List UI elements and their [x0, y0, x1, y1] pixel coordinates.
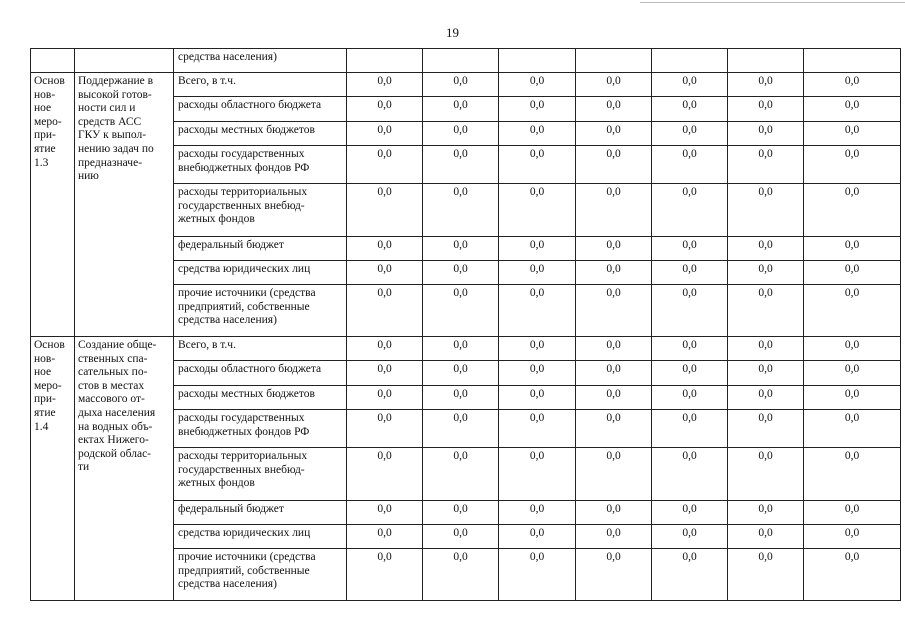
value-cell: 0,0	[652, 386, 728, 410]
value-cell: 0,0	[499, 410, 576, 448]
value-cell: 0,0	[576, 146, 652, 184]
value-cell: 0,0	[499, 549, 576, 601]
value-cell: 0,0	[804, 184, 901, 237]
value-cell: 0,0	[347, 549, 423, 601]
empty-value-cell	[347, 49, 423, 73]
funding-source-cell	[174, 237, 347, 261]
value-cell: 0,0	[423, 361, 499, 386]
value-cell: 0,0	[347, 261, 423, 285]
text-line: внебюджетных фондов РФ	[178, 161, 310, 174]
value-cell: 0,0	[804, 285, 901, 337]
value-cell: 0,0	[576, 525, 652, 549]
value-cell: 0,0	[652, 501, 728, 525]
text-line: нию	[78, 170, 99, 183]
text-line: нов-	[34, 88, 56, 101]
value-cell: 0,0	[499, 122, 576, 146]
funding-source-cell	[174, 410, 347, 448]
text-line: средства юридических лиц	[178, 263, 311, 275]
value-cell: 0,0	[347, 525, 423, 549]
table-row-continuation	[31, 49, 901, 73]
value-cell: 0,0	[728, 285, 804, 337]
value-cell: 0,0	[347, 237, 423, 261]
text-line: средства населения)	[178, 314, 277, 327]
value-cell: 0,0	[652, 184, 728, 237]
funding-source-cell	[174, 361, 347, 386]
text-line: расходы государственных	[178, 148, 305, 160]
text-line: ственных спа-	[78, 352, 148, 365]
value-cell: 0,0	[499, 146, 576, 184]
value-cell: 0,0	[423, 146, 499, 184]
empty-value-cell	[576, 49, 652, 73]
text-line: государственных внебюд-	[178, 463, 305, 476]
funding-source-cell	[174, 97, 347, 122]
value-cell: 0,0	[652, 73, 728, 97]
text-line: на водных объ-	[78, 420, 153, 433]
funding-source-cell	[174, 73, 347, 97]
text-line: ГКУ к выпол-	[78, 129, 147, 142]
table-row	[31, 337, 901, 361]
value-cell: 0,0	[423, 337, 499, 361]
funding-source-cell	[174, 261, 347, 285]
text-line: ное	[34, 102, 52, 115]
value-cell: 0,0	[652, 122, 728, 146]
value-cell: 0,0	[499, 525, 576, 549]
value-cell: 0,0	[499, 386, 576, 410]
text-line: расходы государственных	[178, 412, 305, 424]
value-cell: 0,0	[804, 410, 901, 448]
text-line: внебюджетных фондов РФ	[178, 425, 310, 438]
value-cell: 0,0	[423, 237, 499, 261]
value-cell: 0,0	[804, 146, 901, 184]
value-cell: 0,0	[728, 146, 804, 184]
funding-source-cell	[174, 184, 347, 237]
value-cell: 0,0	[728, 261, 804, 285]
value-cell: 0,0	[499, 97, 576, 122]
value-cell: 0,0	[804, 122, 901, 146]
text-line: массового от-	[78, 393, 145, 406]
text-line: 1.4	[34, 420, 49, 433]
value-cell: 0,0	[347, 337, 423, 361]
value-cell: 0,0	[728, 122, 804, 146]
value-cell: 0,0	[652, 237, 728, 261]
funding-source-cell	[174, 525, 347, 549]
value-cell: 0,0	[347, 386, 423, 410]
text-line: нению задач по	[78, 142, 154, 155]
text-line: расходы территориальных	[178, 186, 308, 198]
text-line: Основ	[34, 75, 65, 87]
value-cell: 0,0	[347, 146, 423, 184]
text-line: 1.3	[34, 156, 49, 169]
value-cell: 0,0	[499, 184, 576, 237]
value-cell: 0,0	[804, 525, 901, 549]
text-line: родской облас-	[78, 447, 151, 460]
value-cell: 0,0	[499, 237, 576, 261]
value-cell: 0,0	[728, 386, 804, 410]
empty-cell	[75, 49, 174, 73]
value-cell: 0,0	[576, 184, 652, 237]
value-cell: 0,0	[804, 361, 901, 386]
text-line: жетных фондов	[178, 213, 255, 226]
empty-value-cell	[652, 49, 728, 73]
empty-value-cell	[804, 49, 901, 73]
value-cell: 0,0	[499, 337, 576, 361]
value-cell: 0,0	[347, 122, 423, 146]
value-cell: 0,0	[347, 184, 423, 237]
text-line: ности сил и	[78, 102, 136, 115]
value-cell: 0,0	[804, 97, 901, 122]
activity-label-cell	[31, 73, 75, 337]
value-cell: 0,0	[804, 501, 901, 525]
budget-table-body	[31, 49, 901, 601]
value-cell: 0,0	[652, 285, 728, 337]
value-cell: 0,0	[347, 361, 423, 386]
value-cell: 0,0	[804, 448, 901, 501]
empty-value-cell	[728, 49, 804, 73]
text-line: прочие источники (средства	[178, 287, 316, 299]
value-cell: 0,0	[804, 261, 901, 285]
value-cell: 0,0	[804, 386, 901, 410]
text-line: ектах Нижего-	[78, 434, 149, 447]
value-cell: 0,0	[423, 410, 499, 448]
text-line: расходы территориальных	[178, 450, 308, 462]
value-cell: 0,0	[728, 501, 804, 525]
value-cell: 0,0	[347, 501, 423, 525]
value-cell: 0,0	[576, 501, 652, 525]
value-cell: 0,0	[576, 549, 652, 601]
value-cell: 0,0	[652, 337, 728, 361]
funding-source-cell	[174, 386, 347, 410]
value-cell: 0,0	[347, 97, 423, 122]
text-line: предприятий, собственные	[178, 300, 310, 313]
value-cell: 0,0	[728, 237, 804, 261]
value-cell: 0,0	[499, 361, 576, 386]
text-line: при-	[34, 129, 56, 142]
empty-cell	[31, 49, 75, 73]
value-cell: 0,0	[576, 410, 652, 448]
text-line: сательных по-	[78, 366, 148, 379]
value-cell: 0,0	[576, 97, 652, 122]
value-cell: 0,0	[652, 146, 728, 184]
value-cell: 0,0	[652, 410, 728, 448]
value-cell: 0,0	[423, 549, 499, 601]
funding-source-cell	[174, 549, 347, 601]
value-cell: 0,0	[576, 386, 652, 410]
value-cell: 0,0	[423, 184, 499, 237]
text-line: средства юридических лиц	[178, 527, 311, 539]
value-cell: 0,0	[576, 122, 652, 146]
text-line: Поддержание в	[78, 75, 154, 87]
text-line: при-	[34, 393, 56, 406]
value-cell: 0,0	[347, 73, 423, 97]
page-number: 19	[446, 25, 459, 40]
funding-source-cell	[174, 285, 347, 337]
value-cell: 0,0	[728, 184, 804, 237]
text-line: Всего, в т.ч.	[178, 339, 236, 351]
value-cell: 0,0	[728, 361, 804, 386]
value-cell: 0,0	[499, 285, 576, 337]
text-line: федеральный бюджет	[178, 239, 284, 251]
value-cell: 0,0	[576, 285, 652, 337]
value-cell: 0,0	[652, 361, 728, 386]
value-cell: 0,0	[423, 73, 499, 97]
text-line: государственных внебюд-	[178, 199, 305, 212]
text-line: средства населения)	[178, 578, 277, 591]
value-cell: 0,0	[804, 73, 901, 97]
value-cell: 0,0	[423, 501, 499, 525]
funding-source-cell	[174, 122, 347, 146]
funding-source-cell: средства населения)	[174, 49, 347, 73]
value-cell: 0,0	[423, 261, 499, 285]
scan-edge-line	[640, 2, 905, 3]
value-cell: 0,0	[728, 97, 804, 122]
value-cell: 0,0	[804, 237, 901, 261]
funding-source-cell	[174, 337, 347, 361]
value-cell: 0,0	[728, 410, 804, 448]
text-line: ное	[34, 366, 52, 379]
value-cell: 0,0	[652, 261, 728, 285]
value-cell: 0,0	[499, 501, 576, 525]
text-line: прочие источники (средства	[178, 551, 316, 563]
value-cell: 0,0	[423, 97, 499, 122]
text-line: расходы областного бюджета	[178, 363, 322, 375]
value-cell: 0,0	[652, 549, 728, 601]
text-line: жетных фондов	[178, 477, 255, 490]
text-line: Создание обще-	[78, 339, 157, 351]
value-cell: 0,0	[423, 525, 499, 549]
budget-table	[30, 48, 901, 601]
text-line: ятие	[34, 406, 56, 419]
value-cell: 0,0	[576, 337, 652, 361]
text-line: расходы местных бюджетов	[178, 124, 315, 136]
text-line: средств АСС	[78, 115, 142, 128]
value-cell: 0,0	[728, 448, 804, 501]
table-row	[31, 73, 901, 97]
activity-title-cell	[75, 337, 174, 601]
value-cell: 0,0	[728, 549, 804, 601]
empty-value-cell	[499, 49, 576, 73]
value-cell: 0,0	[576, 73, 652, 97]
value-cell: 0,0	[728, 337, 804, 361]
text-line: дыха населения	[78, 406, 156, 419]
text-line: предназначе-	[78, 156, 143, 169]
text-line: Всего, в т.ч.	[178, 75, 236, 87]
value-cell: 0,0	[804, 549, 901, 601]
value-cell: 0,0	[804, 337, 901, 361]
value-cell: 0,0	[652, 97, 728, 122]
value-cell: 0,0	[423, 386, 499, 410]
value-cell: 0,0	[423, 285, 499, 337]
text-line: ятие	[34, 142, 56, 155]
text-line: нов-	[34, 352, 56, 365]
funding-source-cell	[174, 501, 347, 525]
text-line: федеральный бюджет	[178, 503, 284, 515]
value-cell: 0,0	[652, 448, 728, 501]
empty-value-cell	[423, 49, 499, 73]
funding-source-cell	[174, 448, 347, 501]
text-line: меро-	[34, 379, 62, 392]
text-line: расходы местных бюджетов	[178, 388, 315, 400]
text-line: ти	[78, 461, 90, 474]
value-cell: 0,0	[728, 73, 804, 97]
text-line: высокой готов-	[78, 88, 152, 101]
value-cell: 0,0	[347, 448, 423, 501]
value-cell: 0,0	[576, 261, 652, 285]
value-cell: 0,0	[499, 261, 576, 285]
text-line: предприятий, собственные	[178, 564, 310, 577]
value-cell: 0,0	[499, 448, 576, 501]
activity-title-cell	[75, 73, 174, 337]
funding-source-cell	[174, 146, 347, 184]
value-cell: 0,0	[576, 361, 652, 386]
value-cell: 0,0	[576, 448, 652, 501]
value-cell: 0,0	[423, 448, 499, 501]
text-line: расходы областного бюджета	[178, 99, 322, 111]
text-line: меро-	[34, 115, 62, 128]
activity-label-cell	[31, 337, 75, 601]
value-cell: 0,0	[423, 122, 499, 146]
value-cell: 0,0	[728, 525, 804, 549]
text-line: Основ	[34, 339, 65, 351]
text-line: стов в местах	[78, 379, 145, 392]
value-cell: 0,0	[652, 525, 728, 549]
value-cell: 0,0	[576, 237, 652, 261]
value-cell: 0,0	[347, 410, 423, 448]
value-cell: 0,0	[347, 285, 423, 337]
value-cell: 0,0	[499, 73, 576, 97]
